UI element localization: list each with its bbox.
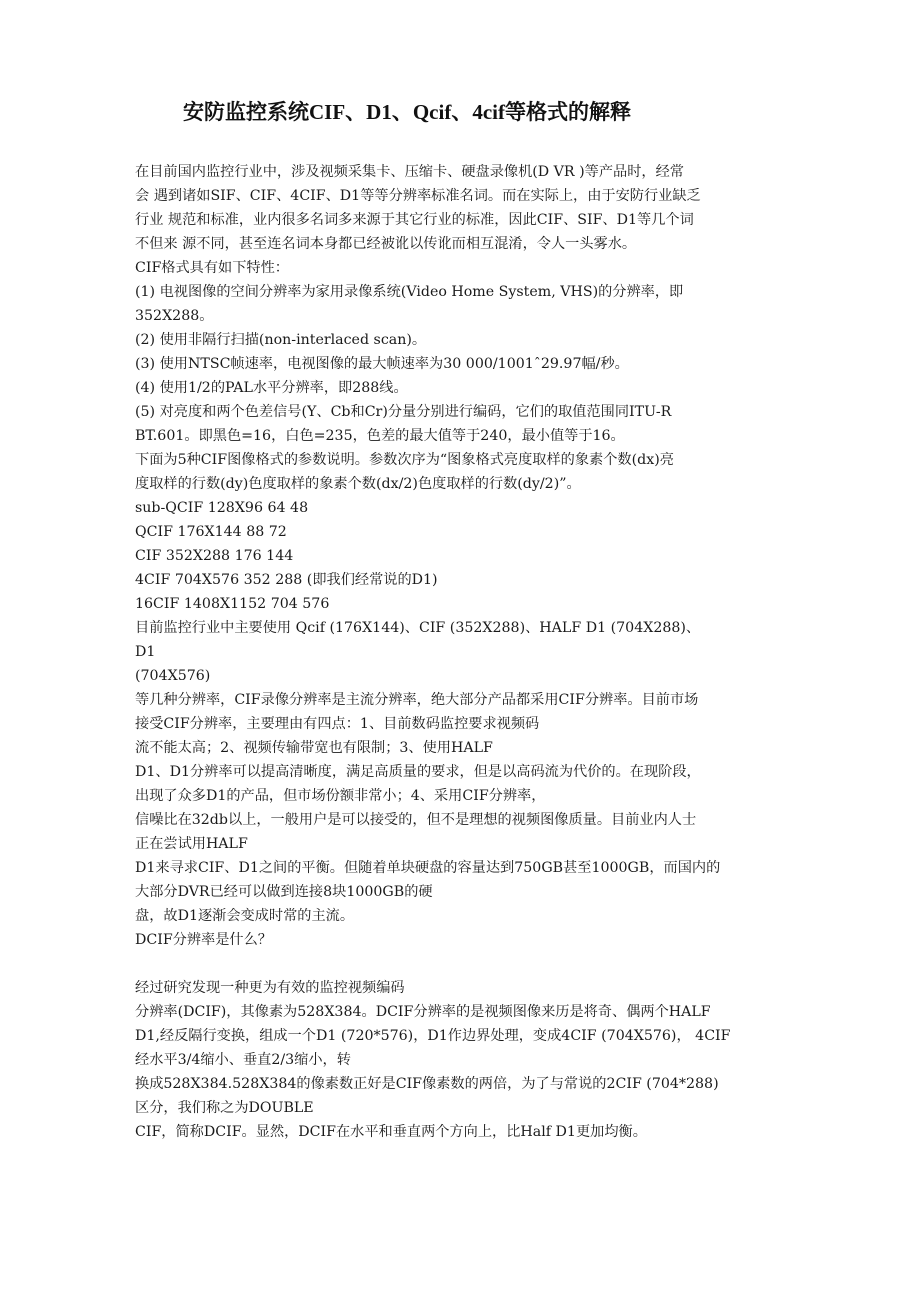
text-line: CIF格式具有如下特性： <box>135 260 289 276</box>
text-line: 接受CIF分辨率，主要理由有四点：1、目前数码监控要求视频码 <box>135 716 540 732</box>
text-line: 经水平3/4缩小、垂直2/3缩小，转 <box>135 1052 351 1068</box>
text-line: 分辨率(DCIF)，其像素为528X384。DCIF分辨率的是视频图像来历是将奇、偶两个HALF <box>135 1004 711 1020</box>
text-line: 信噪比在32db以上，一般用户是可以接受的，但不是理想的视频图像质量。目前业内人士 <box>135 812 697 828</box>
text-line: (4) 使用1/2的PAL水平分辨率，即288线。 <box>135 380 408 396</box>
blank-line <box>135 952 785 976</box>
text-line: QCIF 176X144 88 72 <box>135 524 287 540</box>
text-line: 正在尝试用HALF <box>135 836 248 852</box>
text-line: 盘，故D1逐渐会变成时常的主流。 <box>135 908 355 924</box>
text-line: 行业 规范和标准，业内很多名词多来源于其它行业的标准，因此CIF、SIF、D1等几个词 <box>135 212 694 228</box>
text-line: 在目前国内监控行业中，涉及视频采集卡、压缩卡、硬盘录像机(D VR )等产品时，经常 <box>135 164 684 180</box>
text-line: BT.601。即黑色=16，白色=235，色差的最大值等于240，最小值等于16。 <box>135 428 625 444</box>
text-line: 目前监控行业中主要使用 Qcif (176X144)、CIF (352X288)、HALF D1 (704X288)、 <box>135 620 701 636</box>
text-line: 经过研究发现一种更为有效的监控视频编码 <box>135 980 405 996</box>
document-title: 安防监控系统CIF、D1、Qcif、4cif等格式的解释 <box>183 100 631 124</box>
text-line: D1、D1分辨率可以提高清晰度，满足高质量的要求，但是以高码流为代价的。在现阶段， <box>135 764 701 780</box>
text-line: D1来寻求CIF、D1之间的平衡。但随着单块硬盘的容量达到750GB甚至1000GB，而国内的 <box>135 860 721 876</box>
text-line: 度取样的行数(dy)色度取样的象素个数(dx/2)色度取样的行数(dy/2)”。 <box>135 476 581 492</box>
document-body <box>135 160 785 1144</box>
text-line: 大部分DVR已经可以做到连接8块1000GB的硬 <box>135 884 433 900</box>
text-line: 区分，我们称之为DOUBLE <box>135 1100 314 1116</box>
text-line: 换成528X384.528X384的像素数正好是CIF像素数的两倍，为了与常说的2CIF (704*288) <box>135 1076 719 1092</box>
text-line: 16CIF 1408X1152 704 576 <box>135 596 330 612</box>
text-line: 流不能太高；2、视频传输带宽也有限制；3、使用HALF <box>135 740 493 756</box>
text-line: (704X576) <box>135 668 211 684</box>
text-line: (5) 对亮度和两个色差信号(Y、Cb和Cr)分量分别进行编码，它们的取值范围同ITU-R <box>135 404 672 420</box>
text-line: 出现了众多D1的产品，但市场份额非常小；4、采用CIF分辨率， <box>135 788 546 804</box>
text-line: 下面为5种CIF图像格式的参数说明。参数次序为“图象格式亮度取样的象素个数(dx)亮 <box>135 452 674 468</box>
text-line: D1,经反隔行变换，组成一个D1 (720*576)，D1作边界处理，变成4CIF (704X576)， 4CIF <box>135 1028 731 1044</box>
text-line: (3) 使用NTSC帧速率，电视图像的最大帧速率为30 000/1001ˆ29.97幅/秒。 <box>135 356 629 372</box>
text-line: 352X288。 <box>135 308 214 324</box>
text-line: DCIF分辨率是什么？ <box>135 932 272 948</box>
text-line: (1) 电视图像的空间分辨率为家用录像系统(Video Home System, VHS)的分辨率，即 <box>135 284 684 300</box>
text-line: 会 遇到诸如SIF、CIF、4CIF、D1等等分辨率标准名词。而在实际上，由于安防行业缺乏 <box>135 188 701 204</box>
text-line: 4CIF 704X576 352 288 (即我们经常说的D1) <box>135 572 438 588</box>
text-line: 等几种分辨率，CIF录像分辨率是主流分辨率，绝大部分产品都采用CIF分辨率。目前市场 <box>135 692 699 708</box>
text-line: (2) 使用非隔行扫描(non-interlaced scan)。 <box>135 332 427 348</box>
text-line: CIF，简称DCIF。显然，DCIF在水平和垂直两个方向上，比Half D1更加均衡。 <box>135 1124 647 1140</box>
text-line: sub-QCIF 128X96 64 48 <box>135 500 309 516</box>
text-line: CIF 352X288 176 144 <box>135 548 294 564</box>
text-line: 不但来 源不同，甚至连名词本身都已经被讹以传讹而相互混淆，令人一头雾水。 <box>135 236 637 252</box>
text-line: D1 <box>135 644 156 660</box>
